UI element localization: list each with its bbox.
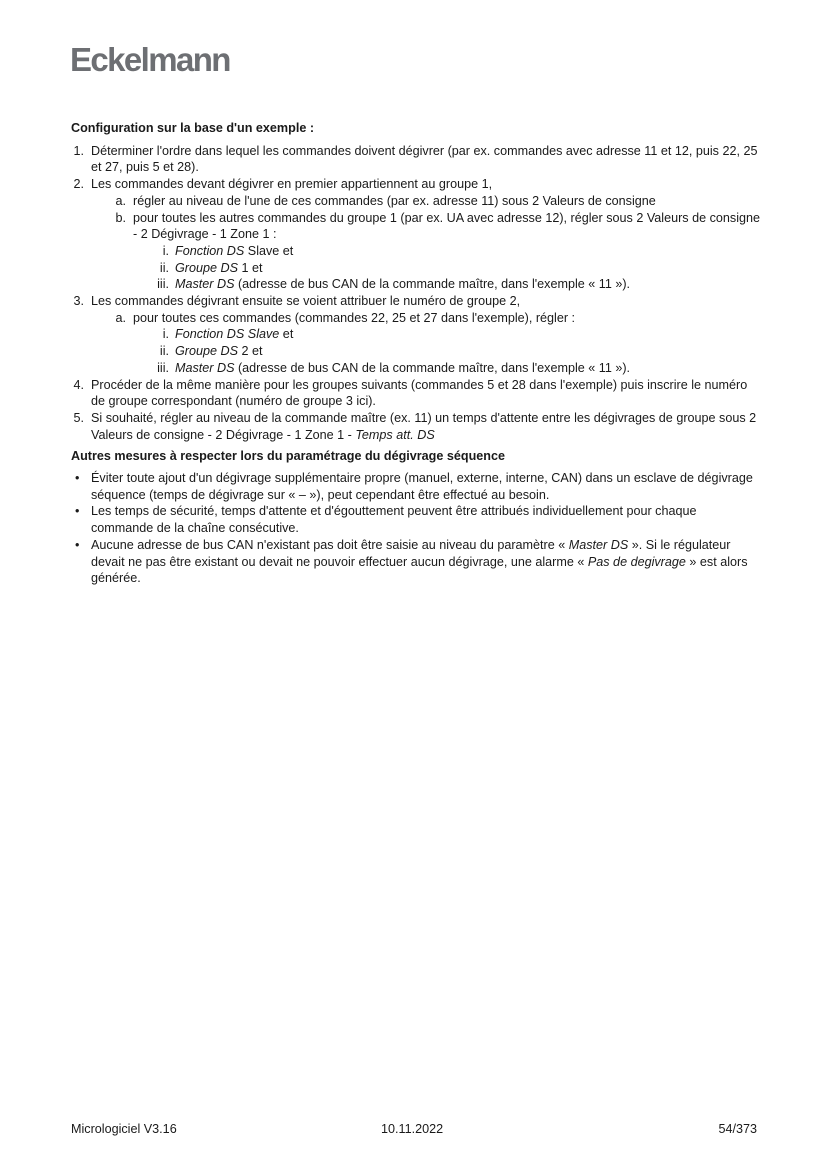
step-marker: 1. [73,143,84,158]
roman-text: 2 et [238,344,263,359]
step-2 [71,176,761,193]
roman-text: Slave et [244,243,294,258]
section-heading-example: Configuration sur la base d'un exemple : [71,121,315,135]
parameter-name: Master DS [175,277,235,292]
step-text: Procéder de la même manière pour les groupes suivants (commandes 5 et 28 dans l'exemple) puis inscrire le numéro de groupe correspondant (numéro de groupe 3 ici). [91,377,748,409]
step-text: Les commandes dégivrant ensuite se voient attribuer le numéro de groupe 2, [91,294,521,309]
parameter-name: Groupe DS [175,344,238,359]
roman-marker: i. [162,327,169,342]
page-content [71,120,761,587]
step-marker: 5. [73,410,84,425]
bullet-marker: • [75,537,80,552]
substep-text: pour toutes ces commandes (commandes 22, 25 et 27 dans l'exemple), régler : [133,310,576,325]
step-marker: 4. [73,377,84,392]
bullet-marker: • [75,504,80,519]
footer-firmware-version: Micrologiciel V3.16 [71,1122,177,1136]
parameter-name: Master DS [568,537,629,552]
substep-marker: a. [115,193,126,208]
step-marker: 3. [73,294,84,309]
alarm-name: Pas de degivrage [587,554,686,569]
roman-marker: ii. [159,344,169,359]
bullet-item-2 [71,503,761,536]
roman-text: 1 et [238,260,263,275]
bullet-item-3 [71,537,761,587]
bullet-text: Aucune adresse de bus CAN n'existant pas doit être saisie au niveau du paramètre « [91,537,569,552]
roman-text: (adresse de bus CAN de la commande maître, dans l'exemple « 11 »). [234,277,631,292]
roman-marker: i. [162,243,169,258]
parameter-name: Temps att. DS [355,427,435,442]
step-2a [71,193,761,210]
step-text: Déterminer l'ordre dans lequel les commandes doivent dégivrer (par ex. commandes avec adresse 11 et 12, puis 22, 25 et 27, puis 5 et 28). [91,143,758,175]
step-1 [71,143,761,176]
step-text: Les commandes devant dégivrer en premier appartiennent au groupe 1, [91,177,493,192]
step-2b-iii [71,276,761,293]
substep-marker: b. [115,210,126,225]
section-heading-measures: Autres mesures à respecter lors du paramétrage du dégivrage séquence [71,449,505,464]
step-4 [71,377,761,410]
parameter-name: Fonction DS [175,243,245,258]
step-3a [71,310,761,327]
bullet-marker: • [75,471,80,486]
footer-date: 10.11.2022 [381,1122,444,1136]
step-2b-ii [71,260,761,277]
substep-text: régler au niveau de l'une de ces commandes (par ex. adresse 11) sous 2 Valeurs de consigne [133,193,656,208]
bullet-item-1 [71,470,761,503]
roman-marker: iii. [157,277,169,292]
step-3a-iii [71,360,761,377]
step-2b [71,210,761,243]
roman-marker: ii. [159,260,169,275]
roman-text: (adresse de bus CAN de la commande maître, dans l'exemple « 11 »). [234,360,631,375]
step-5 [71,410,761,443]
step-2b-i [71,243,761,260]
eckelmann-logo: Eckelmann [70,41,230,78]
substep-text: pour toutes les autres commandes du groupe 1 (par ex. UA avec adresse 12), régler sous 2 Valeurs de consigne - 2 Dégivrage - 1 Zone 1 : [133,210,761,242]
parameter-name: Master DS [175,360,235,375]
bullet-text: Éviter toute ajout d'un dégivrage supplémentaire propre (manuel, externe, interne, CAN) dans un esclave de dégivrage séquence (temps de dégivrage sur « – »), peut cependant être effectué au besoin. [91,471,753,502]
parameter-name: Fonction DS Slave [175,327,280,342]
parameter-name: Groupe DS [175,260,238,275]
step-marker: 2. [73,177,84,192]
step-text: Si souhaité, régler au niveau de la commande maître (ex. 11) un temps d'attente entre les dégivrages de groupe sous 2 Valeurs de consigne - 2 Dégivrage - 1 Zone 1 - [91,410,757,442]
step-3a-i [71,326,761,343]
step-3 [71,293,761,310]
roman-text: et [279,327,294,342]
bullet-text: Les temps de sécurité, temps d'attente et d'égouttement peuvent être attribués individuellement pour chaque commande de la chaîne consécutive. [91,504,697,536]
bullet-text: » est alors générée. [91,554,748,586]
bullet-text: ». Si le régulateur devait ne pas être existant ou devait ne pouvoir effectuer aucun dégivrage, une alarme « [91,537,731,569]
step-3a-ii [71,343,761,360]
page-footer [71,1122,757,1140]
roman-marker: iii. [157,360,169,375]
substep-marker: a. [115,310,126,325]
footer-page-number: 54/373 [718,1122,757,1136]
